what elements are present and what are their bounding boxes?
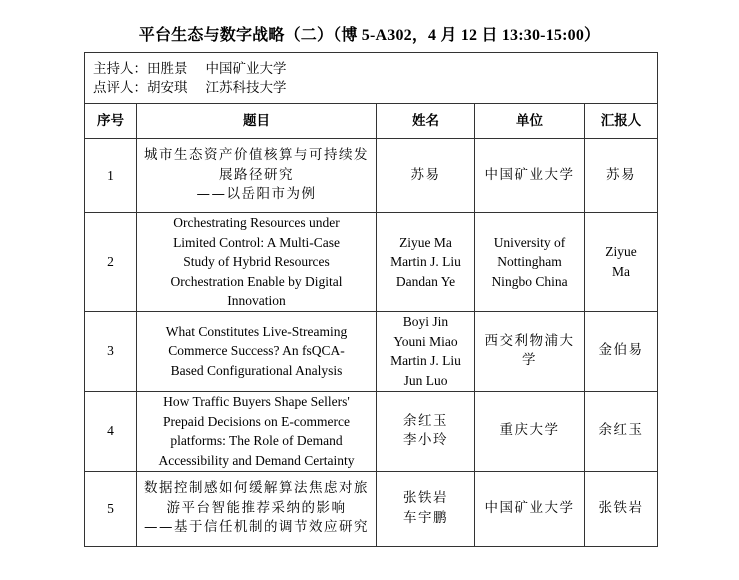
author-name: Boyi Jin	[402, 314, 449, 329]
header-org: 单位	[475, 104, 585, 139]
table-row	[85, 311, 658, 391]
reviewer-label: 点评人：	[93, 80, 147, 95]
author-name: 车宇鹏	[403, 509, 448, 526]
presenter-line: 苏易	[606, 166, 637, 183]
author-name: Martin J. Liu	[390, 254, 461, 269]
session-title: 平台生态与数字战略（二）（博 5-A302，4 月 12 日 13:30-15:00）	[138, 27, 601, 44]
presenter-line: 余红玉	[598, 422, 644, 439]
presenter-line: 金伯易	[598, 342, 644, 359]
author-name: 李小玲	[403, 432, 448, 448]
title-line: 游平台智能推荐采纳的影响	[166, 499, 347, 516]
presenter-line: 张铁岩	[598, 499, 644, 516]
title-line: Orchestration Enable by Digital	[170, 273, 343, 289]
row-title	[137, 311, 377, 391]
row-presenter	[585, 471, 658, 546]
title-line: Orchestrating Resources under	[173, 215, 340, 230]
row-names	[377, 213, 475, 312]
moderator-label: 主持人：	[93, 61, 147, 76]
reviewer-org: 江苏科技大学	[205, 80, 287, 95]
row-no: 5	[85, 471, 137, 546]
header-name: 姓名	[377, 104, 475, 139]
row-title	[137, 213, 377, 312]
reviewer-line	[93, 78, 649, 97]
header-presenter: 汇报人	[585, 104, 658, 139]
title-line: Limited Control: A Multi-Case	[173, 234, 340, 250]
title-line: platforms: The Role of Demand	[170, 433, 343, 448]
row-title	[137, 139, 377, 213]
table-row	[85, 471, 658, 546]
reviewer-name: 胡安琪	[147, 80, 188, 95]
org-line: 西交利物浦大	[484, 332, 575, 349]
row-names	[377, 391, 475, 471]
row-title	[137, 391, 377, 471]
row-org	[475, 391, 585, 471]
author-name: 苏易	[410, 166, 441, 183]
schedule-table	[84, 52, 658, 547]
row-no: 4	[85, 391, 137, 471]
title-line: What Constitutes Live-Streaming	[165, 323, 348, 339]
table-row	[85, 213, 658, 312]
table-row	[85, 391, 658, 471]
moderator-line	[93, 59, 649, 78]
header-row	[85, 104, 658, 139]
row-org	[475, 311, 585, 391]
author-name: Dandan Ye	[395, 273, 456, 289]
row-presenter	[585, 139, 658, 213]
author-name: Youni Miao	[393, 333, 458, 349]
author-name: Jun Luo	[403, 372, 448, 388]
row-names	[377, 311, 475, 391]
presenter-line: Ziyue	[605, 244, 637, 260]
row-org	[475, 471, 585, 546]
org-line: Nottingham	[497, 254, 562, 269]
row-org	[475, 213, 585, 312]
row-presenter	[585, 391, 658, 471]
title-line: Innovation	[227, 293, 286, 308]
title-line: Prepaid Decisions on E-commerce	[162, 413, 351, 429]
title-line: Study of Hybrid Resources	[183, 254, 330, 269]
row-no: 3	[85, 311, 137, 391]
title-line: ——基于信任机制的调节效应研究	[144, 519, 369, 536]
table-row	[85, 139, 658, 213]
author-name: Martin J. Liu	[390, 353, 461, 368]
title-line: Commerce Success? An fsQCA-	[168, 343, 345, 359]
presenter-line: Ma	[612, 263, 631, 279]
org-line: 中国矿业大学	[484, 499, 575, 516]
moderator-org: 中国矿业大学	[205, 61, 287, 76]
row-names	[377, 139, 475, 213]
org-line: University of	[493, 234, 566, 250]
row-presenter	[585, 311, 658, 391]
title-line: How Traffic Buyers Shape Sellers'	[163, 394, 350, 409]
org-line: Ningbo China	[491, 273, 568, 289]
header-title: 题目	[137, 104, 377, 139]
title-line: 城市生态资产价值核算与可持续发	[144, 147, 369, 164]
row-names	[377, 471, 475, 546]
moderator-name: 田胜景	[147, 61, 188, 76]
author-name: 余红玉	[403, 412, 448, 429]
row-no: 1	[85, 139, 137, 213]
row-presenter	[585, 213, 658, 312]
org-line: 中国矿业大学	[484, 166, 575, 183]
row-org	[475, 139, 585, 213]
session-info	[85, 53, 658, 104]
title-line: ——以岳阳市为例	[196, 186, 317, 203]
org-line: 重庆大学	[499, 422, 560, 439]
row-title	[137, 471, 377, 546]
header-no: 序号	[85, 104, 137, 139]
author-name: 张铁岩	[403, 490, 448, 506]
title-line: 展路径研究	[219, 166, 294, 183]
title-line: Based Configurational Analysis	[170, 362, 343, 378]
org-line: 学	[522, 352, 537, 368]
row-no: 2	[85, 213, 137, 312]
title-line: 数据控制感如何缓解算法焦虑对旅	[144, 480, 369, 497]
info-row	[85, 53, 658, 104]
title-line: Accessibility and Demand Certainty	[158, 452, 355, 468]
author-name: Ziyue Ma	[399, 234, 452, 250]
